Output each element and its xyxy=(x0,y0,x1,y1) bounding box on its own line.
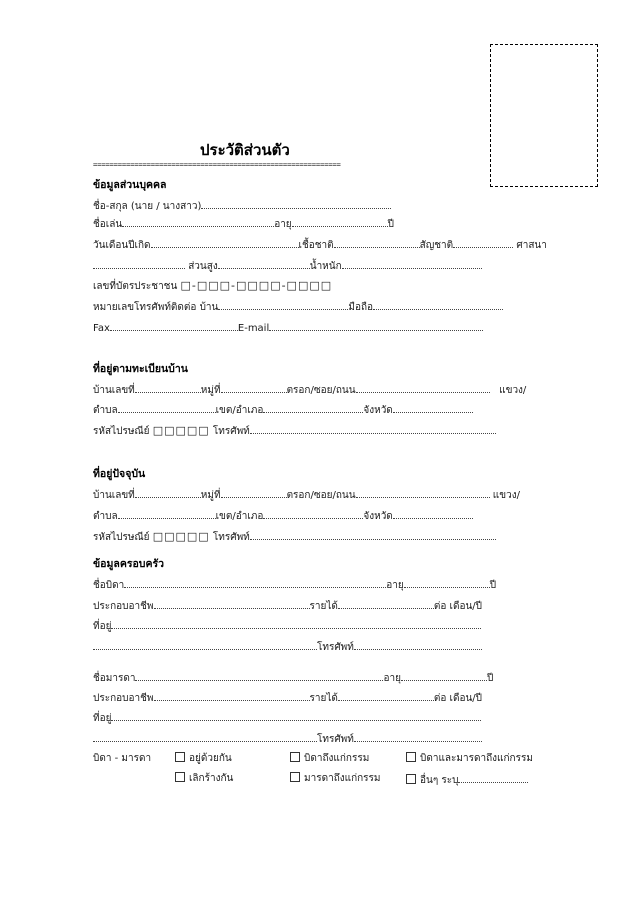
checkbox[interactable] xyxy=(175,772,185,782)
phone-row xyxy=(93,299,503,315)
cur-moo-label: หมู่ที่ xyxy=(200,490,221,501)
mother-address-label: ที่อยู่ xyxy=(93,713,112,724)
birthdate-field[interactable] xyxy=(151,237,299,248)
mother-income-label: รายได้ xyxy=(309,693,338,704)
father-age-field[interactable] xyxy=(404,577,490,588)
mobile-field[interactable] xyxy=(373,299,503,310)
status-option-label: บิดาถึงแก่กรรม xyxy=(304,753,370,764)
cur-postal-row xyxy=(93,529,496,545)
mother-occupation-row xyxy=(93,690,482,706)
cur-postal-label: รหัสไปรษณีย์ xyxy=(93,532,150,543)
email-field[interactable] xyxy=(269,320,483,331)
weight-label: น้ำหนัก xyxy=(309,261,342,272)
mother-per-month-label: ต่อ เดือน/ปี xyxy=(433,693,483,704)
name-field[interactable] xyxy=(201,198,391,209)
cur-road-label: ตรอก/ซอย/ถนน xyxy=(286,490,356,501)
age-field[interactable] xyxy=(292,216,388,227)
mother-occupation-field[interactable] xyxy=(154,690,310,701)
reg-road-field[interactable] xyxy=(356,382,490,393)
cur-tambon-field[interactable] xyxy=(118,508,216,519)
reg-province-field[interactable] xyxy=(393,402,473,413)
home-phone-field[interactable] xyxy=(218,299,348,310)
mother-income-field[interactable] xyxy=(338,690,434,701)
cur-province-field[interactable] xyxy=(393,508,473,519)
reg-moo-field[interactable] xyxy=(221,382,287,393)
checkbox[interactable] xyxy=(406,774,416,784)
father-address-label: ที่อยู่ xyxy=(93,621,112,632)
mother-name-field[interactable] xyxy=(135,670,383,681)
status-option-label: อื่นๆ ระบุ xyxy=(420,775,459,786)
cur-province-label: จังหวัด xyxy=(363,511,393,522)
nationality-field[interactable] xyxy=(453,237,513,248)
cur-district-field[interactable] xyxy=(263,508,363,519)
cur-road-field[interactable] xyxy=(356,487,490,498)
cur-house-label: บ้านเลขที่ xyxy=(93,490,135,501)
checkbox[interactable] xyxy=(290,752,300,762)
mother-label: ชื่อมารดา xyxy=(93,673,136,684)
status-option-mother-deceased[interactable] xyxy=(290,772,381,786)
nickname-label: ชื่อเล่น xyxy=(93,219,123,230)
status-other-field[interactable] xyxy=(458,772,528,783)
id-boxes[interactable]: □-□□□-□□□□-□□□□ xyxy=(180,279,333,292)
father-phone-label: โทรศัพท์ xyxy=(317,642,354,653)
status-option-both-deceased[interactable] xyxy=(406,752,533,766)
cur-phone-field[interactable] xyxy=(250,529,496,540)
name-label: ชื่อ-สกุล (นาย / นางสาว) xyxy=(93,201,202,212)
year-label: ปี xyxy=(387,219,395,230)
cur-house-row xyxy=(93,487,520,503)
nationality-label: สัญชาติ xyxy=(419,240,454,251)
reg-house-row xyxy=(93,382,526,398)
father-income-label: รายได้ xyxy=(309,601,338,612)
reg-phone-label: โทรศัพท์ xyxy=(212,426,250,437)
mobile-label: มือถือ xyxy=(348,302,374,313)
fax-label: Fax xyxy=(93,323,110,334)
checkbox[interactable] xyxy=(290,772,300,782)
height-weight-row xyxy=(93,258,482,274)
cur-khwaeng-label: แขวง/ xyxy=(492,490,520,501)
status-option-separated[interactable] xyxy=(175,772,233,786)
nickname-row xyxy=(93,216,394,232)
reg-moo-label: หมู่ที่ xyxy=(200,385,221,396)
fax-email-row xyxy=(93,320,483,336)
reg-tambon-row xyxy=(93,402,473,418)
reg-district-field[interactable] xyxy=(263,402,363,413)
father-name-field[interactable] xyxy=(124,577,386,588)
status-option-other[interactable] xyxy=(406,772,528,788)
age-label: อายุ xyxy=(274,219,292,230)
father-age-label: อายุ xyxy=(386,580,404,591)
section-family-heading: ข้อมูลครอบครัว xyxy=(93,558,165,570)
mother-phone-field[interactable] xyxy=(354,731,482,742)
section-personal-heading: ข้อมูลส่วนบุคคล xyxy=(93,179,167,191)
father-address-field[interactable] xyxy=(111,618,481,629)
reg-postal-boxes[interactable]: □□□□□ xyxy=(152,424,210,437)
father-label: ชื่อบิดา xyxy=(93,580,125,591)
mother-row xyxy=(93,670,493,686)
page-title: ประวัติส่วนตัว xyxy=(200,141,290,159)
reg-phone-field[interactable] xyxy=(250,423,496,434)
cur-postal-boxes[interactable]: □□□□□ xyxy=(152,530,210,543)
cur-moo-field[interactable] xyxy=(221,487,287,498)
height-label: ส่วนสูง xyxy=(188,261,218,272)
father-occupation-row xyxy=(93,598,482,614)
id-label: เลขที่บัตรประชาชน xyxy=(93,281,178,292)
status-option-label: บิดาและมารดาถึงแก่กรรม xyxy=(420,753,533,764)
email-label: E-mail xyxy=(237,323,270,334)
reg-tambon-field[interactable] xyxy=(118,402,216,413)
parents-status-label: บิดา - มารดา xyxy=(93,753,152,764)
mother-address-field[interactable] xyxy=(111,710,481,721)
reg-tambon-label: ตำบล xyxy=(93,405,118,416)
status-option-father-deceased[interactable] xyxy=(290,752,369,766)
reg-postal-row xyxy=(93,423,496,439)
mother-age-label: อายุ xyxy=(383,673,401,684)
mother-address-field-2[interactable] xyxy=(93,731,317,742)
status-option-label: เลิกร้างกัน xyxy=(189,773,234,784)
mother-age-field[interactable] xyxy=(401,670,487,681)
father-year-label: ปี xyxy=(489,580,497,591)
status-option-label: อยู่ด้วยกัน xyxy=(189,753,232,764)
reg-postal-label: รหัสไปรษณีย์ xyxy=(93,426,150,437)
divider-rule: ============================================================ xyxy=(93,160,341,169)
checkbox[interactable] xyxy=(406,752,416,762)
father-phone-row xyxy=(93,639,482,655)
father-income-field[interactable] xyxy=(338,598,434,609)
birth-row xyxy=(93,237,547,253)
weight-field[interactable] xyxy=(342,258,482,269)
name-row xyxy=(93,198,391,214)
cur-house-field[interactable] xyxy=(135,487,201,498)
race-label: เชื้อชาติ xyxy=(298,240,334,251)
father-per-month-label: ต่อ เดือน/ปี xyxy=(433,601,483,612)
status-option-together[interactable] xyxy=(175,752,232,766)
father-row xyxy=(93,577,496,593)
mother-year-label: ปี xyxy=(486,673,494,684)
fax-field[interactable] xyxy=(110,320,238,331)
birthdate-label: วันเดือนปีเกิด xyxy=(93,240,151,251)
nickname-field[interactable] xyxy=(122,216,274,227)
mother-phone-row xyxy=(93,731,482,747)
cur-tambon-row xyxy=(93,508,473,524)
status-option-label: มารดาถึงแก่กรรม xyxy=(304,773,381,784)
religion-label: ศาสนา xyxy=(516,240,547,251)
height-field[interactable] xyxy=(218,258,310,269)
section-registered-address-heading: ที่อยู่ตามทะเบียนบ้าน xyxy=(93,363,188,375)
father-address-field-2[interactable] xyxy=(93,639,317,650)
cur-phone-label: โทรศัพท์ xyxy=(212,532,250,543)
religion-field[interactable] xyxy=(93,258,185,269)
reg-house-field[interactable] xyxy=(135,382,201,393)
father-address-row xyxy=(93,618,481,634)
mother-address-row xyxy=(93,710,481,726)
reg-khwaeng-label: แขวง/ xyxy=(499,385,527,396)
cur-tambon-label: ตำบล xyxy=(93,511,118,522)
reg-house-label: บ้านเลขที่ xyxy=(93,385,135,396)
father-occupation-label: ประกอบอาชีพ xyxy=(93,601,154,612)
id-row xyxy=(93,279,332,294)
reg-road-label: ตรอก/ซอย/ถนน xyxy=(286,385,356,396)
reg-province-label: จังหวัด xyxy=(363,405,393,416)
checkbox[interactable] xyxy=(175,752,185,762)
cur-district-label: เขต/อำเภอ xyxy=(215,511,264,522)
father-phone-field[interactable] xyxy=(354,639,482,650)
race-field[interactable] xyxy=(334,237,420,248)
mother-phone-label: โทรศัพท์ xyxy=(317,734,354,745)
phone-label: หมายเลขโทรศัพท์ติดต่อ บ้าน xyxy=(93,302,219,313)
father-occupation-field[interactable] xyxy=(154,598,310,609)
section-current-address-heading: ที่อยู่ปัจจุบัน xyxy=(93,468,146,480)
mother-occupation-label: ประกอบอาชีพ xyxy=(93,693,154,704)
reg-district-label: เขต/อำเภอ xyxy=(215,405,264,416)
